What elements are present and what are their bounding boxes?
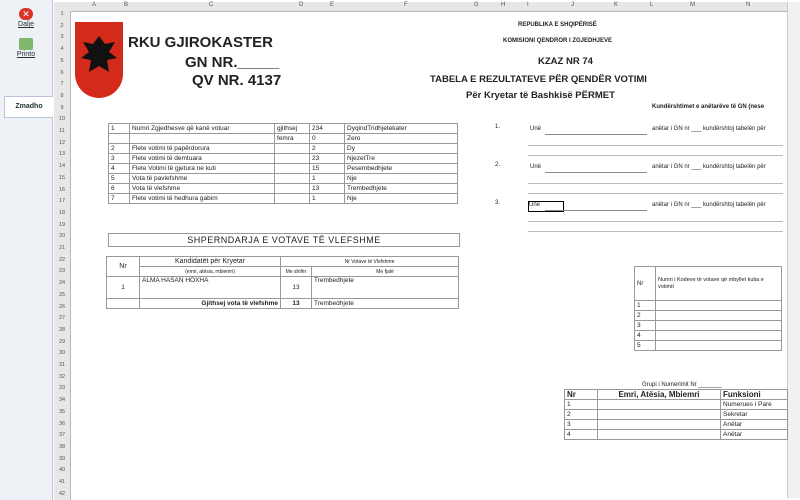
row-number: 12 (58, 139, 66, 146)
group-row (565, 420, 788, 430)
col-g: G (474, 2, 479, 8)
vote-nr: 5 (109, 174, 130, 184)
col-e: E (330, 2, 335, 8)
vote-label: Vota të pavlefshme (130, 174, 275, 184)
vote-extra: gjithsej (275, 124, 310, 134)
vote-row (109, 174, 458, 184)
distribution-title: SHPERNDARJA E VOTAVE TË VLEFSHME (108, 233, 460, 247)
results-table-title: TABELA E REZULTATEVE PËR QENDËR VOTIMI (430, 74, 647, 85)
objection-name-line (545, 134, 647, 135)
row-number: 10 (58, 116, 66, 123)
vote-nr: 2 (109, 144, 130, 154)
vote-value[interactable]: 1 (310, 194, 345, 204)
codes-nr: 3 (635, 321, 656, 331)
codes-h-desc: Numri i Kodeve të votave që mbyllet kutia e votimit (656, 267, 782, 301)
row-number: 5 (60, 57, 64, 64)
vote-row (109, 194, 458, 204)
exit-button[interactable]: ✕ Dalje (18, 9, 34, 28)
vote-words[interactable]: Nje (345, 174, 458, 184)
vote-nr: 3 (109, 154, 130, 164)
objection-line-3 (528, 193, 783, 194)
print-button[interactable]: Printo (4, 38, 48, 58)
printer-icon (19, 38, 33, 50)
total-votes: 13 (281, 299, 312, 309)
row-number: 24 (58, 280, 66, 287)
group-func: Anëtar (721, 420, 788, 430)
row-number: 6 (60, 69, 64, 76)
row-number: 34 (58, 397, 66, 404)
vote-value[interactable]: 234 (310, 124, 345, 134)
row-number: 13 (58, 151, 66, 158)
vote-label (130, 134, 275, 144)
row-number: 28 (58, 326, 66, 333)
group-row (565, 430, 788, 440)
vote-value[interactable]: 13 (310, 184, 345, 194)
col-k: K (614, 2, 619, 8)
vote-row (109, 134, 458, 144)
col-n: N (746, 2, 751, 8)
group-row (565, 400, 788, 410)
vote-nr: 4 (109, 164, 130, 174)
vote-value[interactable]: 15 (310, 164, 345, 174)
district-title: RKU GJIROKASTER (128, 34, 274, 51)
dist-h-votes: Nr Votave të Vlefshme (281, 257, 459, 267)
vote-nr (109, 134, 130, 144)
vote-words[interactable]: Dy (345, 144, 458, 154)
candidate-nr: 1 (107, 277, 140, 299)
group-func: Anëtar (721, 430, 788, 440)
vote-row (109, 124, 458, 134)
row-number: 35 (58, 408, 66, 415)
vote-words[interactable]: Pesembedhjete (345, 164, 458, 174)
vote-words[interactable]: Zero (345, 134, 458, 144)
row-number: 37 (58, 432, 66, 439)
qv-number: QV NR. 4137 (192, 72, 282, 89)
objection-nr: 2. (495, 162, 501, 168)
row-number: 20 (58, 233, 66, 240)
col-i: I (527, 2, 529, 8)
col-m: M (690, 2, 695, 8)
objection-text: anëtar i GN nr ___ kundërshtoj tabelën për (652, 202, 766, 208)
candidate-name[interactable]: ALMA HASAN HOXHA (140, 277, 281, 299)
vote-nr: 6 (109, 184, 130, 194)
row-number: 38 (58, 443, 66, 450)
vote-row (109, 154, 458, 164)
row-number: 19 (58, 221, 66, 228)
codes-row (635, 331, 782, 341)
row-number: 23 (58, 268, 66, 275)
vote-row (109, 184, 458, 194)
dist-h-candidates: Kandidatët për Kryetar (140, 257, 281, 267)
row-number: 26 (58, 303, 66, 310)
codes-nr: 5 (635, 341, 656, 351)
col-c: C (209, 2, 214, 8)
objection-input-selected[interactable]: Unë (528, 201, 564, 212)
objection-text: anëtar i GN nr ___ kundërshtoj tabelën për (652, 164, 766, 170)
vote-words[interactable]: Nje (345, 194, 458, 204)
dist-h-digits: Me shifër (281, 267, 312, 277)
albanian-emblem-logo (75, 22, 123, 98)
codes-value-cell[interactable] (656, 321, 782, 331)
objection-nr: 1. (495, 124, 501, 130)
row-number: 40 (58, 467, 66, 474)
codes-row (635, 321, 782, 331)
objection-prefix: Unë (530, 164, 542, 170)
vote-label: Flete votimi të papërdorura (130, 144, 275, 154)
kzaz-label: KZAZ NR 74 (538, 56, 593, 67)
vote-nr: 7 (109, 194, 130, 204)
row-number: 11 (59, 128, 65, 134)
zoom-button[interactable]: Zmadho (4, 96, 53, 118)
col-a: A (92, 2, 97, 8)
vote-value[interactable]: 1 (310, 174, 345, 184)
objection-line-3 (528, 155, 783, 156)
row-number: 39 (58, 455, 66, 462)
group-h-func: Funksioni (721, 390, 788, 400)
dist-h-name: (emri, atësia, mbiemri) (140, 267, 281, 277)
vote-nr: 1 (109, 124, 130, 134)
codes-h-nr: Nr (635, 267, 656, 301)
vote-row (109, 144, 458, 154)
vote-row (109, 164, 458, 174)
codes-nr: 4 (635, 331, 656, 341)
codes-value-cell[interactable] (656, 341, 782, 351)
row-number: 33 (58, 385, 66, 392)
group-title: Grupi i Numerimit Nr _______ (642, 382, 722, 388)
vote-extra (275, 144, 310, 154)
row-number: 15 (58, 174, 66, 181)
objection-nr: 3. (495, 200, 501, 206)
objection-text: anëtar i GN nr ___ kundërshtoj tabelën për (652, 126, 766, 132)
vote-extra (275, 154, 310, 164)
close-icon: ✕ (19, 8, 33, 20)
row-number: 25 (58, 291, 66, 298)
objections-header: Kundërshtimet e anëtarëve të GN (nese (652, 104, 765, 110)
group-h-name: Emri, Atësia, Mbiemri (598, 390, 721, 400)
vote-extra (275, 164, 310, 174)
row-header (54, 11, 71, 500)
group-nr: 2 (565, 410, 598, 420)
votes-table (108, 123, 458, 204)
row-number: 1 (60, 11, 64, 17)
vote-label: Flete votimi të demtuara (130, 154, 275, 164)
row-number: 27 (58, 315, 66, 322)
row-number: 14 (58, 163, 66, 170)
group-name-cell[interactable] (598, 410, 721, 420)
vote-label: Vota të vlefshme (130, 184, 275, 194)
vote-words[interactable]: Trembedhjete (345, 184, 458, 194)
vote-extra (275, 174, 310, 184)
codes-value-cell[interactable] (656, 331, 782, 341)
objection-line-3 (528, 231, 783, 232)
codes-table (634, 266, 782, 351)
vote-value[interactable]: 23 (310, 154, 345, 164)
vote-extra: femra (275, 134, 310, 144)
objection-line-2 (528, 221, 783, 222)
col-f: F (404, 2, 408, 8)
vote-words[interactable]: DyqindTridhjetekater (345, 124, 458, 134)
row-number: 3 (60, 34, 64, 41)
dist-h-words: Me fjalë (312, 267, 459, 277)
row-number: 16 (58, 186, 66, 193)
group-name-cell[interactable] (598, 400, 721, 410)
row-number: 9 (60, 104, 64, 111)
codes-row (635, 301, 782, 311)
left-toolbar (0, 0, 53, 500)
row-number: 8 (60, 92, 64, 99)
vote-label: Numri Zgjedhesve që kanë votuar (130, 124, 275, 134)
row-number: 29 (58, 338, 66, 345)
group-nr: 4 (565, 430, 598, 440)
row-number: 32 (58, 373, 66, 380)
objection-prefix: Unë (530, 126, 542, 132)
candidate-votes[interactable]: 13 (281, 277, 312, 299)
vertical-scrollbar[interactable] (787, 2, 800, 498)
group-h-nr: Nr (565, 390, 598, 400)
vote-label: Flete Votimi të gjetura ne kuti (130, 164, 275, 174)
results-subtitle: Për Kryetar të Bashkisë PËRMET (466, 90, 615, 101)
objection-name-line (545, 172, 647, 173)
total-votes-words: Trembedhjete (312, 299, 459, 309)
row-number: 42 (58, 490, 66, 497)
codes-value-cell[interactable] (656, 311, 782, 321)
group-name-cell[interactable] (598, 430, 721, 440)
group-func: Sekretar (721, 410, 788, 420)
col-l: L (650, 2, 654, 8)
group-func: Numerues i Pare (721, 400, 788, 410)
group-table (564, 389, 788, 440)
commission-label: KOMISIONI QENDROR I ZGJEDHJEVE (503, 38, 613, 44)
total-label: Gjithsej vota të vlefshme (140, 299, 281, 309)
vote-extra (275, 184, 310, 194)
row-number: 36 (58, 420, 66, 427)
republic-label: REPUBLIKA E SHQIPËRISË (518, 22, 597, 28)
row-number: 41 (58, 479, 66, 485)
codes-nr: 2 (635, 311, 656, 321)
row-number: 4 (60, 46, 64, 53)
group-name-cell[interactable] (598, 420, 721, 430)
row-number: 22 (58, 256, 66, 263)
codes-value-cell[interactable] (656, 301, 782, 311)
row-number: 7 (60, 81, 64, 88)
codes-row (635, 311, 782, 321)
col-h: H (501, 2, 506, 8)
vote-extra (275, 194, 310, 204)
codes-row (635, 341, 782, 351)
codes-nr: 1 (635, 301, 656, 311)
distribution-table (106, 256, 459, 309)
col-d: D (299, 2, 304, 8)
vote-value[interactable]: 2 (310, 144, 345, 154)
vote-words[interactable]: NjezetTre (345, 154, 458, 164)
dist-h-nr: Nr (107, 257, 140, 277)
row-number: 2 (60, 22, 64, 29)
gn-number: GN NR._____ (185, 54, 280, 71)
group-row (565, 410, 788, 420)
vote-value[interactable]: 0 (310, 134, 345, 144)
objection-line-2 (528, 145, 783, 146)
column-header (54, 2, 794, 12)
objection-line-2 (528, 183, 783, 184)
vote-label: Flete votimi të hedhura gabim (130, 194, 275, 204)
row-number: 30 (58, 350, 66, 357)
row-number: 18 (58, 209, 66, 216)
row-number: 17 (58, 198, 66, 205)
group-nr: 3 (565, 420, 598, 430)
col-b: B (124, 2, 129, 8)
row-number: 21 (58, 245, 66, 251)
candidate-votes-words[interactable]: Trembedhjete (312, 277, 459, 299)
objection-name-line (545, 210, 647, 211)
col-j: J (571, 2, 574, 8)
row-number: 31 (58, 362, 66, 368)
group-nr: 1 (565, 400, 598, 410)
